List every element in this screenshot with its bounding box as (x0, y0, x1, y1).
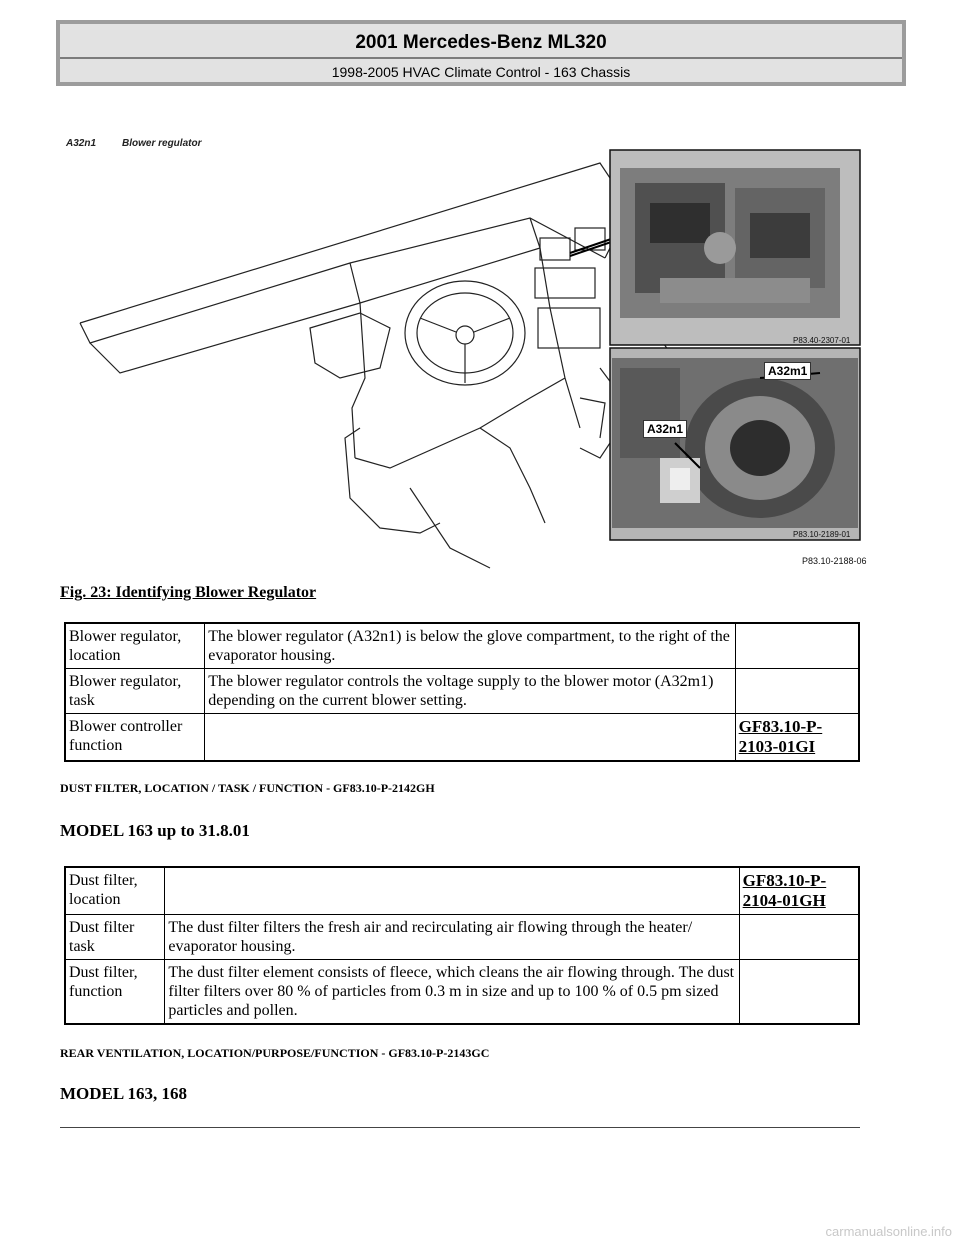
row-label: Blower regulator, task (65, 669, 205, 714)
row-link-cell (735, 714, 859, 762)
row-text (205, 714, 735, 762)
row-label: Dust filter, function (65, 960, 165, 1025)
site-watermark: carmanualsonline.info (825, 1224, 952, 1239)
row-link-cell (735, 669, 859, 714)
rear-ventilation-model: MODEL 163, 168 (60, 1084, 188, 1103)
row-link-cell (735, 623, 859, 669)
figure-ref-main: P83.10-2188-06 (802, 556, 867, 566)
photo-ref-bottom: P83.10-2189-01 (793, 530, 851, 539)
row-label: Dust filter, location (65, 867, 165, 915)
row-label: Blower regulator, location (65, 623, 205, 669)
dust-filter-model: MODEL 163 up to 31.8.01 (60, 821, 250, 840)
table-row (65, 714, 859, 762)
row-link-cell (739, 915, 859, 960)
row-text: The blower regulator controls the voltage supply to the blower motor (A32m1) depending on the current blower setting. (205, 669, 735, 714)
row-text: The dust filter element consists of fleece, which cleans the air flowing through. The dust filter filters over 80 % of particles from 0.3 m in size and up to 100 % of 0.5 pm sized particles and pollen. (165, 960, 739, 1025)
callout-a32m1: A32m1 (764, 362, 811, 380)
blower-regulator-figure (60, 128, 872, 573)
table-row (65, 867, 859, 915)
header-divider (60, 57, 902, 59)
row-label: Blower controller function (65, 714, 205, 762)
footer-divider (60, 1127, 860, 1128)
gf83-2103-link[interactable]: GF83.10-P-2103-01GI (738, 717, 823, 756)
table-row (65, 960, 859, 1025)
row-link-cell (739, 867, 859, 915)
page-header-inner (60, 24, 902, 82)
photo-ref-top: P83.40-2307-01 (793, 336, 851, 345)
dust-filter-heading: DUST FILTER, LOCATION / TASK / FUNCTION - GF83.10-P-2142GH (60, 781, 435, 795)
table-row (65, 623, 859, 669)
row-label: Dust filter task (65, 915, 165, 960)
document-title: 2001 Mercedes-Benz ML320 (355, 32, 607, 53)
rear-ventilation-heading: REAR VENTILATION, LOCATION/PURPOSE/FUNCTION - GF83.10-P-2143GC (60, 1046, 490, 1060)
row-text: The dust filter filters the fresh air and recirculating air flowing through the heater/ evaporator housing. (165, 915, 739, 960)
table-row (65, 669, 859, 714)
dashboard-illustration (60, 128, 872, 573)
row-text (165, 867, 739, 915)
callout-a32n1: A32n1 (643, 420, 687, 438)
figure-label-code: A32n1 (66, 138, 97, 149)
dust-filter-table (64, 866, 860, 1025)
blower-regulator-table (64, 622, 860, 762)
figure-caption: Fig. 23: Identifying Blower Regulator (60, 584, 317, 601)
table-row (65, 915, 859, 960)
gf83-2104-link[interactable]: GF83.10-P-2104-01GH (742, 871, 827, 910)
row-link-cell (739, 960, 859, 1025)
figure-label-text: Blower regulator (122, 138, 202, 149)
row-text: The blower regulator (A32n1) is below the glove compartment, to the right of the evaporator housing. (205, 623, 735, 669)
page-header (56, 20, 906, 86)
document-subtitle: 1998-2005 HVAC Climate Control - 163 Chassis (331, 64, 631, 80)
